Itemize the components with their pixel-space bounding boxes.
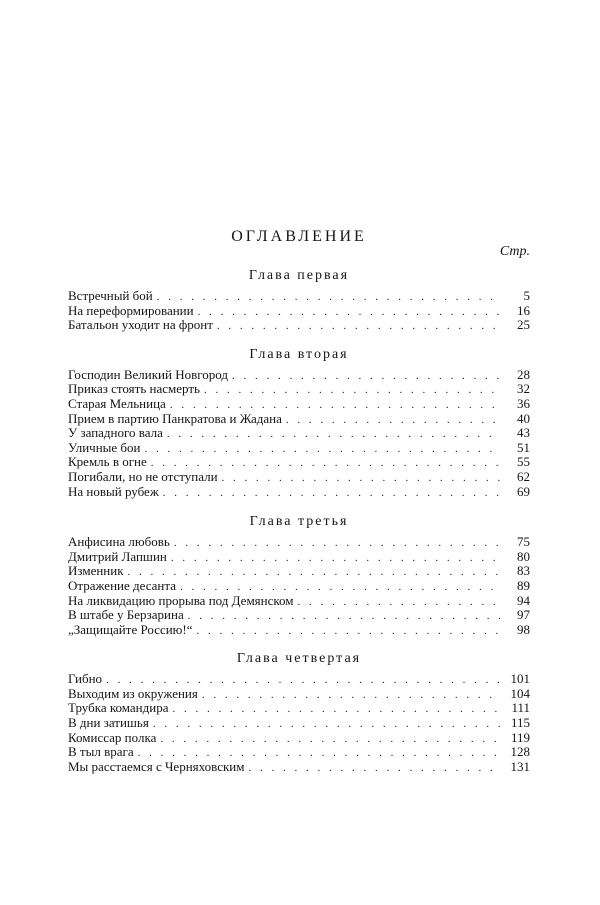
entry-page: 51 bbox=[517, 439, 530, 455]
toc-entry[interactable] bbox=[68, 608, 530, 623]
dot-leader bbox=[153, 717, 500, 732]
toc-entry[interactable] bbox=[68, 687, 530, 702]
page-column-label: Стр. bbox=[499, 244, 530, 259]
dot-leader bbox=[222, 471, 500, 486]
entry-title: У западного вала bbox=[68, 425, 163, 441]
entry-title: Старая Мельница bbox=[68, 395, 166, 411]
entry-title: Анфисина любовь bbox=[68, 534, 170, 550]
entry-title: Гибно bbox=[68, 671, 103, 687]
entry-page: 16 bbox=[517, 302, 530, 318]
entry-title: Отражение десанта bbox=[68, 577, 176, 593]
chapter-2 bbox=[68, 345, 530, 499]
chapter-entries bbox=[68, 289, 530, 333]
entry-title: Кремль в огне bbox=[68, 454, 147, 470]
toc-entry[interactable] bbox=[68, 289, 530, 304]
entry-page: 69 bbox=[517, 483, 530, 499]
entry-page: 62 bbox=[517, 468, 530, 484]
dot-leader bbox=[217, 319, 500, 334]
dot-leader bbox=[163, 486, 500, 501]
dot-leader bbox=[188, 609, 500, 624]
toc-entry[interactable] bbox=[68, 550, 530, 565]
chapter-1 bbox=[68, 266, 530, 333]
chapter-3 bbox=[68, 512, 530, 637]
entry-title: Встречный бой bbox=[68, 288, 153, 303]
dot-leader bbox=[248, 761, 500, 776]
dot-leader bbox=[286, 413, 500, 428]
entry-page: 83 bbox=[517, 563, 530, 579]
entry-title: На переформировании bbox=[68, 302, 194, 318]
toc-entry[interactable] bbox=[68, 716, 530, 731]
chapter-heading: Глава первая bbox=[248, 268, 350, 283]
entry-page: 128 bbox=[510, 744, 530, 760]
dot-leader bbox=[197, 624, 501, 639]
chapter-entries bbox=[68, 672, 530, 774]
dot-leader bbox=[204, 383, 500, 398]
entry-title: Комиссар полка bbox=[68, 729, 157, 745]
entry-title: Дмитрий Лапшин bbox=[68, 548, 167, 564]
entry-page: 5 bbox=[523, 288, 530, 303]
toc-entry[interactable] bbox=[68, 412, 530, 427]
entry-page: 25 bbox=[517, 317, 530, 333]
entry-page: 115 bbox=[510, 715, 530, 731]
entry-title: В штабе у Берзарина bbox=[68, 607, 184, 623]
entry-title: Господин Великий Новгород bbox=[68, 366, 228, 382]
toc-entry[interactable] bbox=[68, 623, 530, 638]
dot-leader bbox=[167, 427, 500, 442]
toc-entry[interactable] bbox=[68, 441, 530, 456]
entry-page: 104 bbox=[510, 685, 530, 701]
entry-page: 111 bbox=[511, 700, 530, 716]
dot-leader bbox=[202, 688, 500, 703]
entry-page: 36 bbox=[517, 395, 530, 411]
toc-entry[interactable] bbox=[68, 564, 530, 579]
entry-page: 101 bbox=[510, 671, 530, 687]
entry-title: Прием в партию Панкратова и Жадана bbox=[68, 410, 282, 426]
entry-title: Изменник bbox=[68, 563, 124, 579]
toc-entry[interactable] bbox=[68, 760, 530, 775]
chapter-4 bbox=[68, 649, 530, 774]
entry-title: Батальон уходит на фронт bbox=[68, 317, 213, 333]
entry-page: 80 bbox=[517, 548, 530, 564]
toc-entry[interactable] bbox=[68, 397, 530, 412]
toc-entry[interactable] bbox=[68, 426, 530, 441]
entry-title: Погибали, но не отступали bbox=[68, 468, 218, 484]
toc-entry[interactable] bbox=[68, 594, 530, 609]
chapter-entries bbox=[68, 368, 530, 499]
entry-title: „Защищайте Россию!“ bbox=[68, 621, 193, 637]
dot-leader bbox=[232, 369, 500, 384]
dot-leader bbox=[128, 565, 500, 580]
dot-leader bbox=[298, 595, 500, 610]
toc-entry[interactable] bbox=[68, 701, 530, 716]
entry-title: На новый рубеж bbox=[68, 483, 159, 499]
entry-page: 131 bbox=[510, 758, 530, 774]
entry-title: Мы расстаемся с Черняховским bbox=[68, 758, 245, 774]
dot-leader bbox=[145, 442, 500, 457]
entry-page: 40 bbox=[517, 410, 530, 426]
toc-title: ОГЛАВЛЕНИЕ bbox=[231, 228, 367, 245]
toc-entry[interactable] bbox=[68, 382, 530, 397]
dot-leader bbox=[171, 551, 500, 566]
toc-entry[interactable] bbox=[68, 485, 530, 500]
toc-entry[interactable] bbox=[68, 304, 530, 319]
entry-title: В тыл врага bbox=[68, 744, 134, 760]
entry-title: Трубка командира bbox=[68, 700, 169, 716]
entry-page: 119 bbox=[510, 729, 530, 745]
entry-title: Приказ стоять насмерть bbox=[68, 381, 200, 397]
dot-leader bbox=[198, 305, 500, 320]
toc-entry[interactable] bbox=[68, 318, 530, 333]
entry-page: 94 bbox=[517, 592, 530, 608]
entry-page: 32 bbox=[517, 381, 530, 397]
toc-entry[interactable] bbox=[68, 368, 530, 383]
entry-title: В дни затишья bbox=[68, 715, 149, 731]
chapter-entries bbox=[68, 535, 530, 637]
dot-leader bbox=[172, 702, 500, 717]
entry-title: Уличные бои bbox=[68, 439, 141, 455]
entry-page: 55 bbox=[517, 454, 530, 470]
dot-leader bbox=[160, 732, 500, 747]
entry-page: 28 bbox=[517, 366, 530, 382]
entry-title: Выходим из окружения bbox=[68, 685, 198, 701]
entry-page: 97 bbox=[517, 607, 530, 623]
chapter-heading: Глава вторая bbox=[249, 346, 349, 362]
dot-leader bbox=[174, 536, 500, 551]
toc-entry[interactable] bbox=[68, 470, 530, 485]
toc-entry[interactable] bbox=[68, 745, 530, 760]
entry-title: На ликвидацию прорыва под Демянском bbox=[68, 592, 294, 608]
chapter-heading: Глава четвертая bbox=[236, 651, 362, 667]
toc-entry[interactable] bbox=[68, 535, 530, 550]
entry-page: 43 bbox=[517, 425, 530, 441]
toc-entry[interactable] bbox=[68, 672, 530, 687]
toc-entry[interactable] bbox=[68, 731, 530, 746]
entry-page: 75 bbox=[517, 534, 530, 550]
entry-page: 89 bbox=[517, 577, 530, 593]
chapter-heading: Глава третья bbox=[249, 514, 349, 530]
toc-entry[interactable] bbox=[68, 455, 530, 470]
toc-entry[interactable] bbox=[68, 579, 530, 594]
table-of-contents bbox=[68, 226, 530, 774]
entry-page: 98 bbox=[517, 621, 530, 637]
dot-leader bbox=[157, 290, 500, 305]
